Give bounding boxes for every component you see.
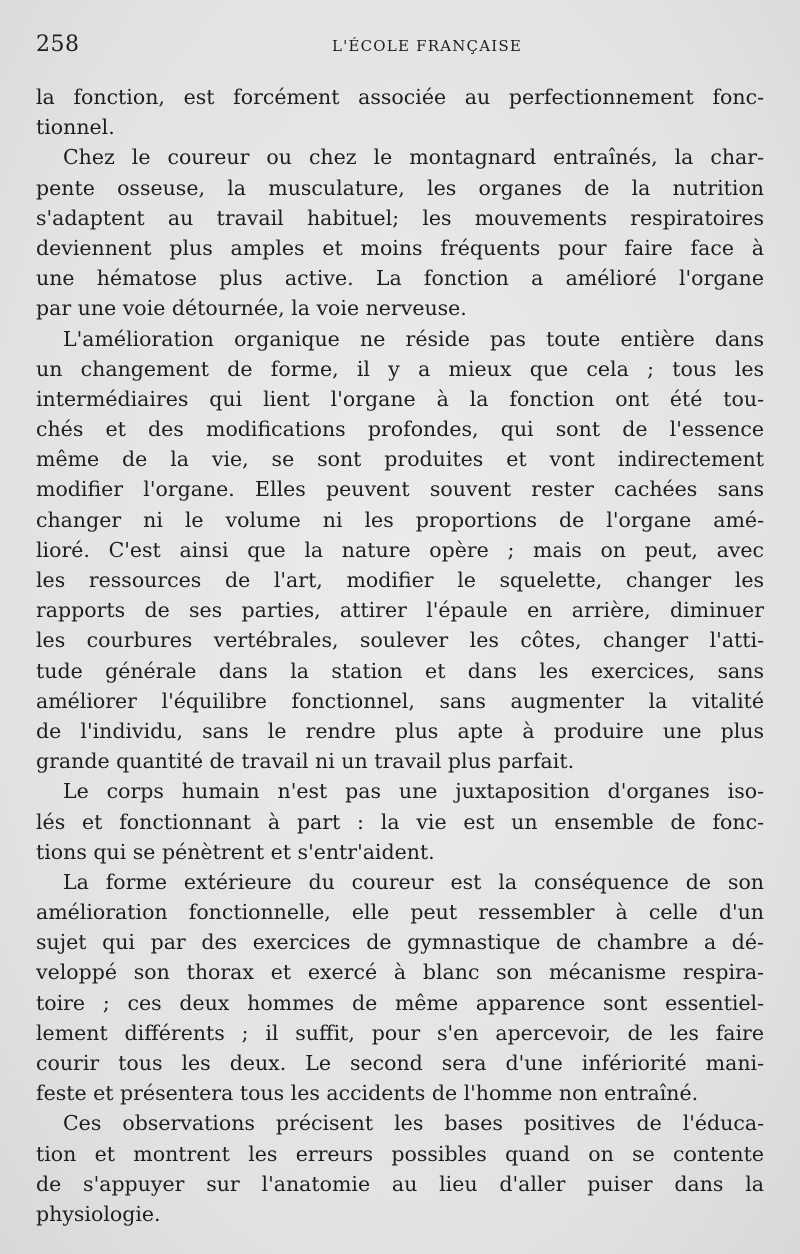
text-line: veloppé son thorax et exercé à blanc son mécanisme respira-: [36, 960, 764, 985]
text-line: lement différents ; il suffit, pour s'en apercevoir, de les faire: [36, 1020, 764, 1045]
body-text: [36, 82, 764, 1229]
text-line: de l'individu, sans le rendre plus apte à produire une plus: [36, 718, 764, 743]
paragraph: [36, 82, 764, 142]
text-line: sujet qui par des exercices de gymnastique de chambre a dé-: [36, 930, 764, 955]
text-line: une hématose plus active. La fonction a amélioré l'organe: [36, 266, 764, 291]
text-line: Chez le coureur ou chez le montagnard entraînés, la char-: [63, 145, 764, 170]
paragraph: [36, 1108, 764, 1229]
text-line: Ces observations précisent les bases positives de l'éduca-: [63, 1111, 764, 1136]
text-line: toire ; ces deux hommes de même apparence sont essentiel-: [36, 990, 764, 1015]
paragraph: [36, 776, 764, 867]
page-header: [36, 32, 766, 62]
text-line: rapports de ses parties, attirer l'épaule en arrière, diminuer: [36, 598, 764, 623]
text-line: améliorer l'équilibre fonctionnel, sans augmenter la vitalité: [36, 688, 764, 713]
text-line: les courbures vertébrales, soulever les côtes, changer l'atti-: [36, 628, 764, 653]
text-line: intermédiaires qui lient l'organe à la fonction ont été tou-: [36, 386, 764, 411]
text-line: L'amélioration organique ne réside pas toute entière dans: [63, 326, 764, 351]
text-line: un changement de forme, il y a mieux que cela ; tous les: [36, 356, 764, 381]
text-line: modifier l'organe. Elles peuvent souvent rester cachées sans: [36, 477, 764, 502]
text-line: deviennent plus amples et moins fréquents pour faire face à: [36, 235, 764, 260]
text-line: tionnel.: [36, 115, 115, 140]
text-line: grande quantité de travail ni un travail plus parfait.: [36, 749, 575, 774]
text-line: Le corps humain n'est pas une juxtaposition d'organes iso-: [63, 779, 764, 804]
text-line: pente osseuse, la musculature, les organes de la nutrition: [36, 175, 764, 200]
text-line: courir tous les deux. Le second sera d'une infériorité mani-: [36, 1051, 764, 1075]
text-line: amélioration fonctionnelle, elle peut ressembler à celle d'un: [36, 900, 764, 925]
text-line: tions qui se pénètrent et s'entr'aident.: [36, 839, 435, 864]
page-number: 258: [36, 32, 80, 57]
running-title: L'ÉCOLE FRANÇAISE: [332, 37, 523, 55]
text-line: changer ni le volume ni les proportions de l'organe amé-: [36, 507, 764, 532]
text-line: lés et fonctionnant à part : la vie est un ensemble de fonc-: [36, 809, 764, 834]
paragraph: [36, 867, 764, 1109]
text-line: chés et des modifications profondes, qui sont de l'essence: [36, 417, 764, 442]
text-line: même de la vie, se sont produites et vont indirectement: [36, 447, 764, 472]
text-line: physiologie.: [36, 1201, 161, 1226]
paragraph: [36, 142, 764, 323]
text-line: feste et présentera tous les accidents de l'homme non entraîné.: [36, 1081, 699, 1106]
paragraph: [36, 324, 764, 777]
text-line: de s'appuyer sur l'anatomie au lieu d'aller puiser dans la: [36, 1171, 764, 1196]
text-line: la fonction, est forcément associée au perfectionnement fonc-: [36, 85, 764, 109]
text-line: s'adaptent au travail habituel; les mouvements respiratoires: [36, 205, 764, 230]
text-line: par une voie détournée, la voie nerveuse.: [36, 296, 467, 321]
text-line: tion et montrent les erreurs possibles quand on se contente: [36, 1141, 764, 1166]
text-line: La forme extérieure du coureur est la conséquence de son: [63, 869, 764, 894]
text-line: lioré. C'est ainsi que la nature opère ; mais on peut, avec: [36, 537, 764, 562]
text-line: les ressources de l'art, modifier le squelette, changer les: [36, 568, 764, 592]
text-line: tude générale dans la station et dans les exercices, sans: [36, 658, 764, 683]
